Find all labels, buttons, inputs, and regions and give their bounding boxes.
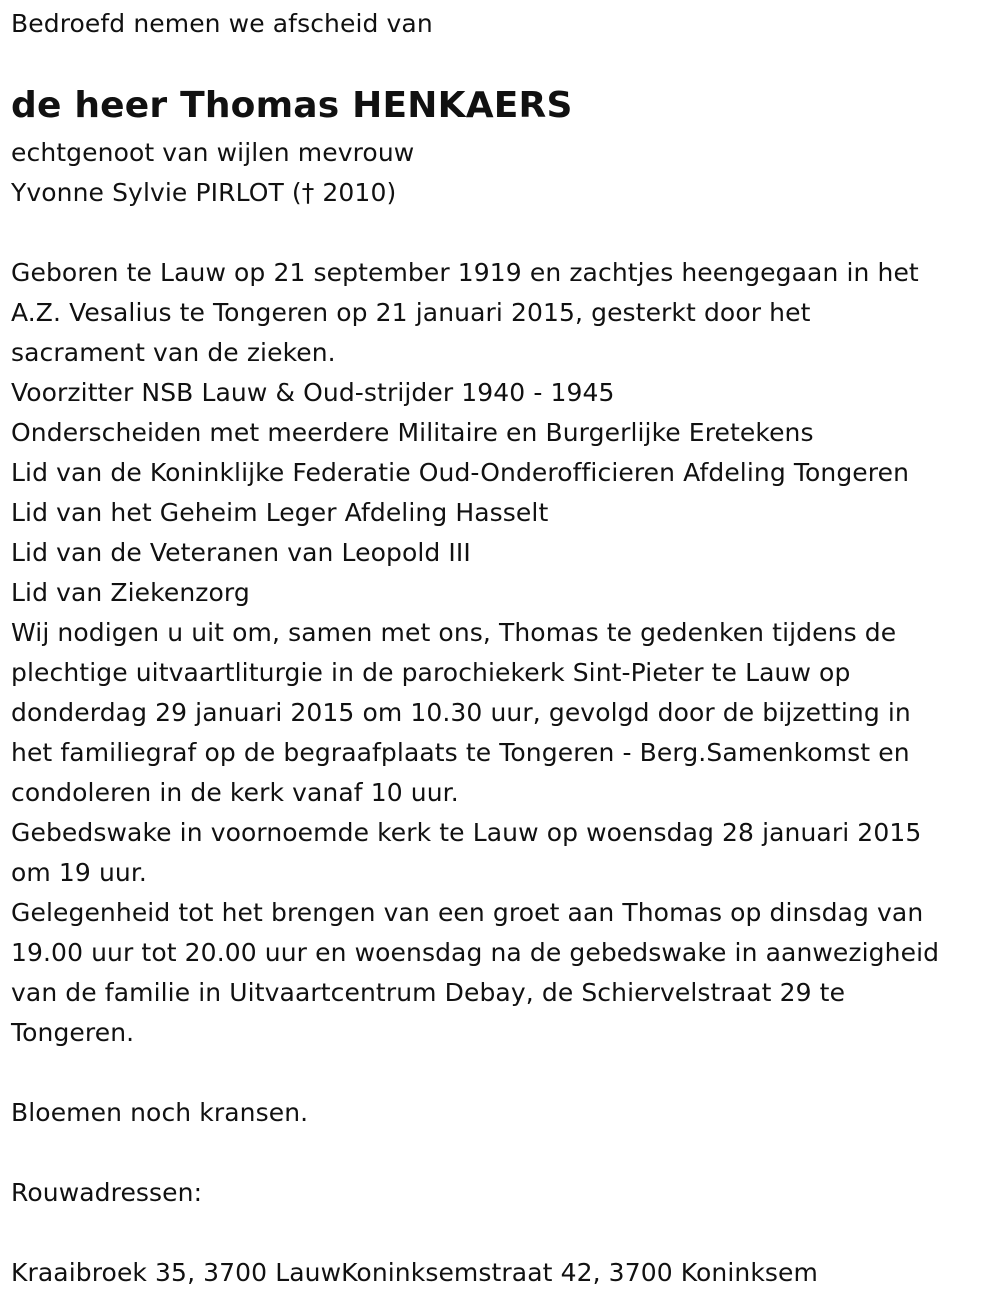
body-line: Onderscheiden met meerdere Militaire en Burgerlijke Eretekens	[11, 418, 814, 447]
body-line: A.Z. Vesalius te Tongeren op 21 januari 2015, gesterkt door het	[11, 298, 811, 327]
spouse-line-2	[11, 173, 414, 213]
body-line: om 19 uur.	[11, 858, 147, 887]
body-line: plechtige uitvaartliturgie in de parochiekerk Sint-Pieter te Lauw op	[11, 658, 851, 687]
addresses-label: Rouwadressen:	[11, 1178, 203, 1207]
body-line: van de familie in Uitvaartcentrum Debay, de Schiervelstraat 29 te	[11, 978, 846, 1007]
body-line: 19.00 uur tot 20.00 uur en woensdag na de gebedswake in aanwezigheid	[11, 938, 940, 967]
spouse-block	[11, 133, 414, 213]
intro-text: Bedroefd nemen we afscheid van	[11, 9, 433, 38]
flowers-note: Bloemen noch kransen.	[11, 1098, 309, 1127]
body-line: sacrament van de zieken.	[11, 338, 336, 367]
body-line: Gelegenheid tot het brengen van een groet aan Thomas op dinsdag van	[11, 898, 924, 927]
spouse-name: Yvonne Sylvie PIRLOT (	[11, 178, 302, 207]
latin-cross-icon: †	[301, 178, 315, 207]
obituary-body	[11, 253, 939, 1053]
deceased-name: de heer Thomas HENKAERS	[11, 85, 573, 126]
body-line: condoleren in de kerk vanaf 10 uur.	[11, 778, 459, 807]
body-line: Lid van de Koninklijke Federatie Oud-Onderofficieren Afdeling Tongeren	[11, 458, 910, 487]
body-line: Wij nodigen u uit om, samen met ons, Thomas te gedenken tijdens de	[11, 618, 897, 647]
body-line: Lid van de Veteranen van Leopold III	[11, 538, 471, 567]
body-line: Lid van Ziekenzorg	[11, 578, 250, 607]
body-line: Gebedswake in voornoemde kerk te Lauw op woensdag 28 januari 2015	[11, 818, 922, 847]
body-line: Lid van het Geheim Leger Afdeling Hasselt	[11, 498, 549, 527]
body-line: donderdag 29 januari 2015 om 10.30 uur, gevolgd door de bijzetting in	[11, 698, 911, 727]
spouse-death-year: 2010)	[314, 178, 397, 207]
body-line: Geboren te Lauw op 21 september 1919 en zachtjes heengegaan in het	[11, 258, 919, 287]
body-line: het familiegraf op de begraafplaats te Tongeren - Berg.Samenkomst en	[11, 738, 910, 767]
addresses: Kraaibroek 35, 3700 LauwKoninksemstraat 42, 3700 Koninksem	[11, 1258, 818, 1287]
body-line: Tongeren.	[11, 1018, 135, 1047]
body-line: Voorzitter NSB Lauw & Oud-strijder 1940 - 1945	[11, 378, 615, 407]
spouse-line-1: echtgenoot van wijlen mevrouw	[11, 138, 415, 167]
